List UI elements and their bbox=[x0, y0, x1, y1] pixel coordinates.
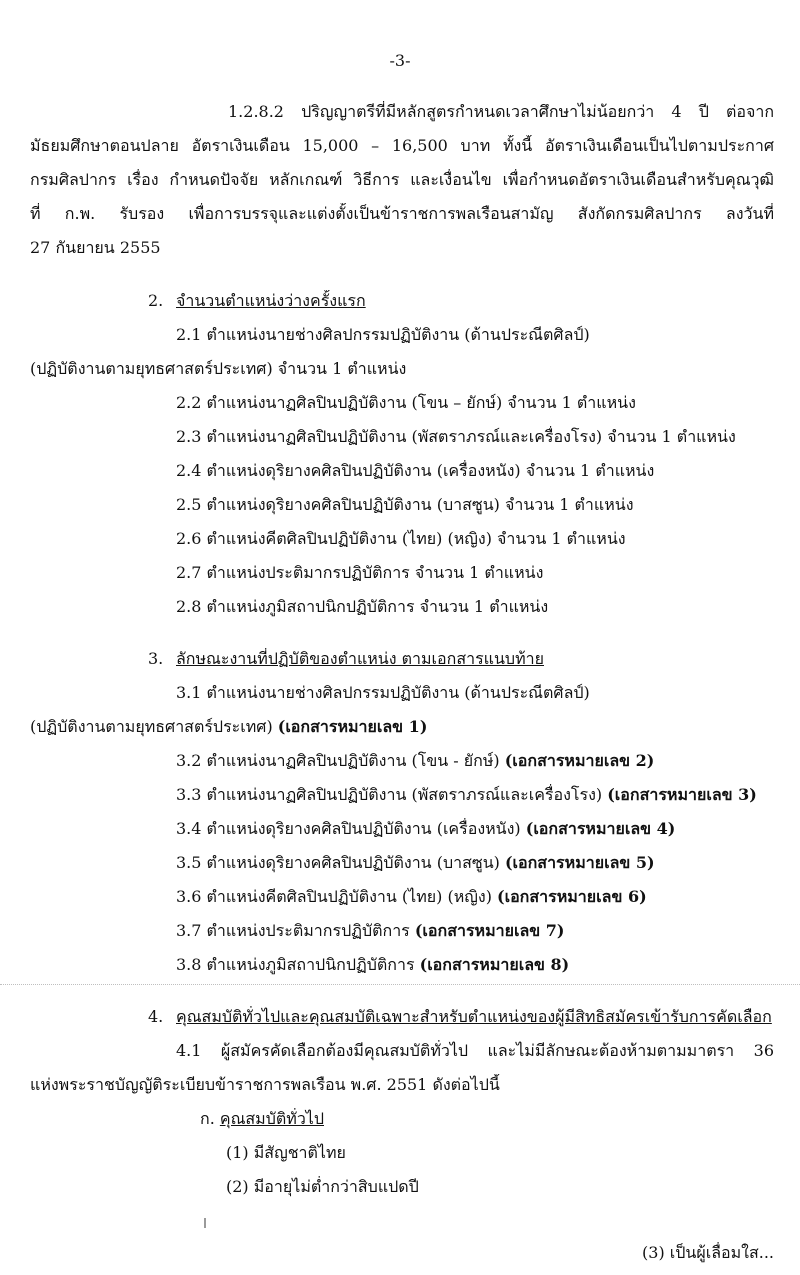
section-heading: คุณสมบัติทั่วไปและคุณสมบัติเฉพาะสำหรับตำแหน่งของผู้มีสิทธิสมัครเข้ารับการคัดเลือก bbox=[176, 1007, 772, 1026]
list-item bbox=[176, 784, 757, 806]
document-reference: (เอกสารหมายเลข 3) bbox=[607, 785, 757, 804]
document-reference: (เอกสารหมายเลข 4) bbox=[525, 819, 676, 838]
document-reference: (เอกสารหมายเลข 8) bbox=[419, 955, 570, 974]
list-item: 2.6 ตำแหน่งคีตศิลปินปฏิบัติงาน (ไทย) (หญิง) จำนวน 1 ตำแหน่ง bbox=[176, 529, 626, 548]
scan-mark bbox=[204, 1218, 206, 1228]
item-text: 3.5 ตำแหน่งดุริยางคศิลปินปฏิบัติงาน (บาสซูน) bbox=[176, 853, 505, 872]
scan-divider bbox=[0, 984, 800, 985]
section-number: 2. bbox=[148, 291, 164, 310]
list-item: 2.8 ตำแหน่งภูมิสถาปนิกปฏิบัติการ จำนวน 1 ตำแหน่ง bbox=[176, 597, 549, 616]
list-item: 2.1 ตำแหน่งนายช่างศิลปกรรมปฏิบัติงาน (ด้านประณีตศิลป์) bbox=[176, 325, 590, 344]
document-reference: (เอกสารหมายเลข 7) bbox=[414, 921, 565, 940]
list-item bbox=[30, 716, 427, 738]
document-reference: (เอกสารหมายเลข 2) bbox=[504, 751, 655, 770]
document-reference: (เอกสารหมายเลข 6) bbox=[497, 887, 647, 906]
paragraph-line: 1.2.8.2 ปริญญาตรีที่มีหลักสูตรกำหนดเวลาศึกษาไม่น้อยกว่า 4 ปี ต่อจาก bbox=[228, 102, 774, 121]
section-heading: ลักษณะงานที่ปฏิบัติของตำแหน่ง ตามเอกสารแนบท้าย bbox=[176, 649, 544, 668]
list-item bbox=[176, 954, 569, 976]
subsection-title: คุณสมบัติทั่วไป bbox=[219, 1109, 324, 1128]
paragraph-line: 4.1 ผู้สมัครคัดเลือกต้องมีคุณสมบัติทั่วไป และไม่มีลักษณะต้องห้ามตามมาตรา 36 bbox=[176, 1041, 774, 1060]
list-item: 2.5 ตำแหน่งดุริยางคศิลปินปฏิบัติงาน (บาสซูน) จำนวน 1 ตำแหน่ง bbox=[176, 495, 634, 514]
section-number: 4. bbox=[148, 1007, 164, 1026]
list-item: 3.1 ตำแหน่งนายช่างศิลปกรรมปฏิบัติงาน (ด้านประณีตศิลป์) bbox=[176, 683, 590, 702]
list-item: 2.4 ตำแหน่งดุริยางคศิลปินปฏิบัติงาน (เครื่องหนัง) จำนวน 1 ตำแหน่ง bbox=[176, 461, 655, 480]
item-text: 3.7 ตำแหน่งประติมากรปฏิบัติการ bbox=[176, 921, 415, 940]
list-item bbox=[176, 886, 647, 908]
paragraph-line: 27 กันยายน 2555 bbox=[30, 238, 161, 257]
document-reference: (เอกสารหมายเลข 1) bbox=[277, 717, 428, 736]
list-item bbox=[176, 852, 655, 874]
list-item: (1) มีสัญชาติไทย bbox=[226, 1143, 346, 1162]
item-text: 3.2 ตำแหน่งนาฏศิลปินปฏิบัติงาน (โขน - ยักษ์) bbox=[176, 751, 505, 770]
list-item: 2.7 ตำแหน่งประติมากรปฏิบัติการ จำนวน 1 ตำแหน่ง bbox=[176, 563, 544, 582]
item-text: 3.6 ตำแหน่งคีตศิลปินปฏิบัติงาน (ไทย) (หญิง) bbox=[176, 887, 498, 906]
list-item bbox=[176, 818, 675, 840]
list-item: 2.2 ตำแหน่งนาฏศิลปินปฏิบัติงาน (โขน – ยักษ์) จำนวน 1 ตำแหน่ง bbox=[176, 393, 636, 412]
subsection-prefix: ก. bbox=[200, 1109, 220, 1128]
list-item: (2) มีอายุไม่ต่ำกว่าสิบแปดปี bbox=[226, 1177, 419, 1196]
paragraph-line: ที่ ก.พ. รับรอง เพื่อการบรรจุและแต่งตั้งเป็นข้าราชการพลเรือนสามัญ สังกัดกรมศิลปากร ลงวันที่ bbox=[30, 204, 774, 223]
item-text: (ปฏิบัติงานตามยุทธศาสตร์ประเทศ) bbox=[30, 717, 278, 736]
section-number: 3. bbox=[148, 649, 164, 668]
item-text: 3.4 ตำแหน่งดุริยางคศิลปินปฏิบัติงาน (เครื่องหนัง) bbox=[176, 819, 526, 838]
paragraph-line: แห่งพระราชบัญญัติระเบียบข้าราชการพลเรือน พ.ศ. 2551 ดังต่อไปนี้ bbox=[30, 1075, 500, 1094]
section-heading: จำนวนตำแหน่งว่างครั้งแรก bbox=[176, 291, 366, 310]
continuation-text: (3) เป็นผู้เลื่อมใส... bbox=[642, 1243, 774, 1262]
paragraph-line: มัธยมศึกษาตอนปลาย อัตราเงินเดือน 15,000 – 16,500 บาท ทั้งนี้ อัตราเงินเดือนเป็นไปตามประกาศ bbox=[30, 136, 774, 155]
list-item bbox=[176, 750, 654, 772]
subsection-heading bbox=[200, 1108, 324, 1130]
list-item: (ปฏิบัติงานตามยุทธศาสตร์ประเทศ) จำนวน 1 ตำแหน่ง bbox=[30, 359, 407, 378]
item-text: 3.8 ตำแหน่งภูมิสถาปนิกปฏิบัติการ bbox=[176, 955, 420, 974]
item-text: 3.3 ตำแหน่งนาฏศิลปินปฏิบัติงาน (พัสตราภรณ์และเครื่องโรง) bbox=[176, 785, 608, 804]
page-number: -3- bbox=[389, 51, 411, 70]
paragraph-line: กรมศิลปากร เรื่อง กำหนดปัจจัย หลักเกณฑ์ วิธีการ และเงื่อนไข เพื่อกำหนดอัตราเงินเดือนสำหรับคุณวุฒิ bbox=[30, 170, 774, 189]
list-item: 2.3 ตำแหน่งนาฏศิลปินปฏิบัติงาน (พัสตราภรณ์และเครื่องโรง) จำนวน 1 ตำแหน่ง bbox=[176, 427, 736, 446]
document-reference: (เอกสารหมายเลข 5) bbox=[504, 853, 655, 872]
list-item bbox=[176, 920, 564, 942]
